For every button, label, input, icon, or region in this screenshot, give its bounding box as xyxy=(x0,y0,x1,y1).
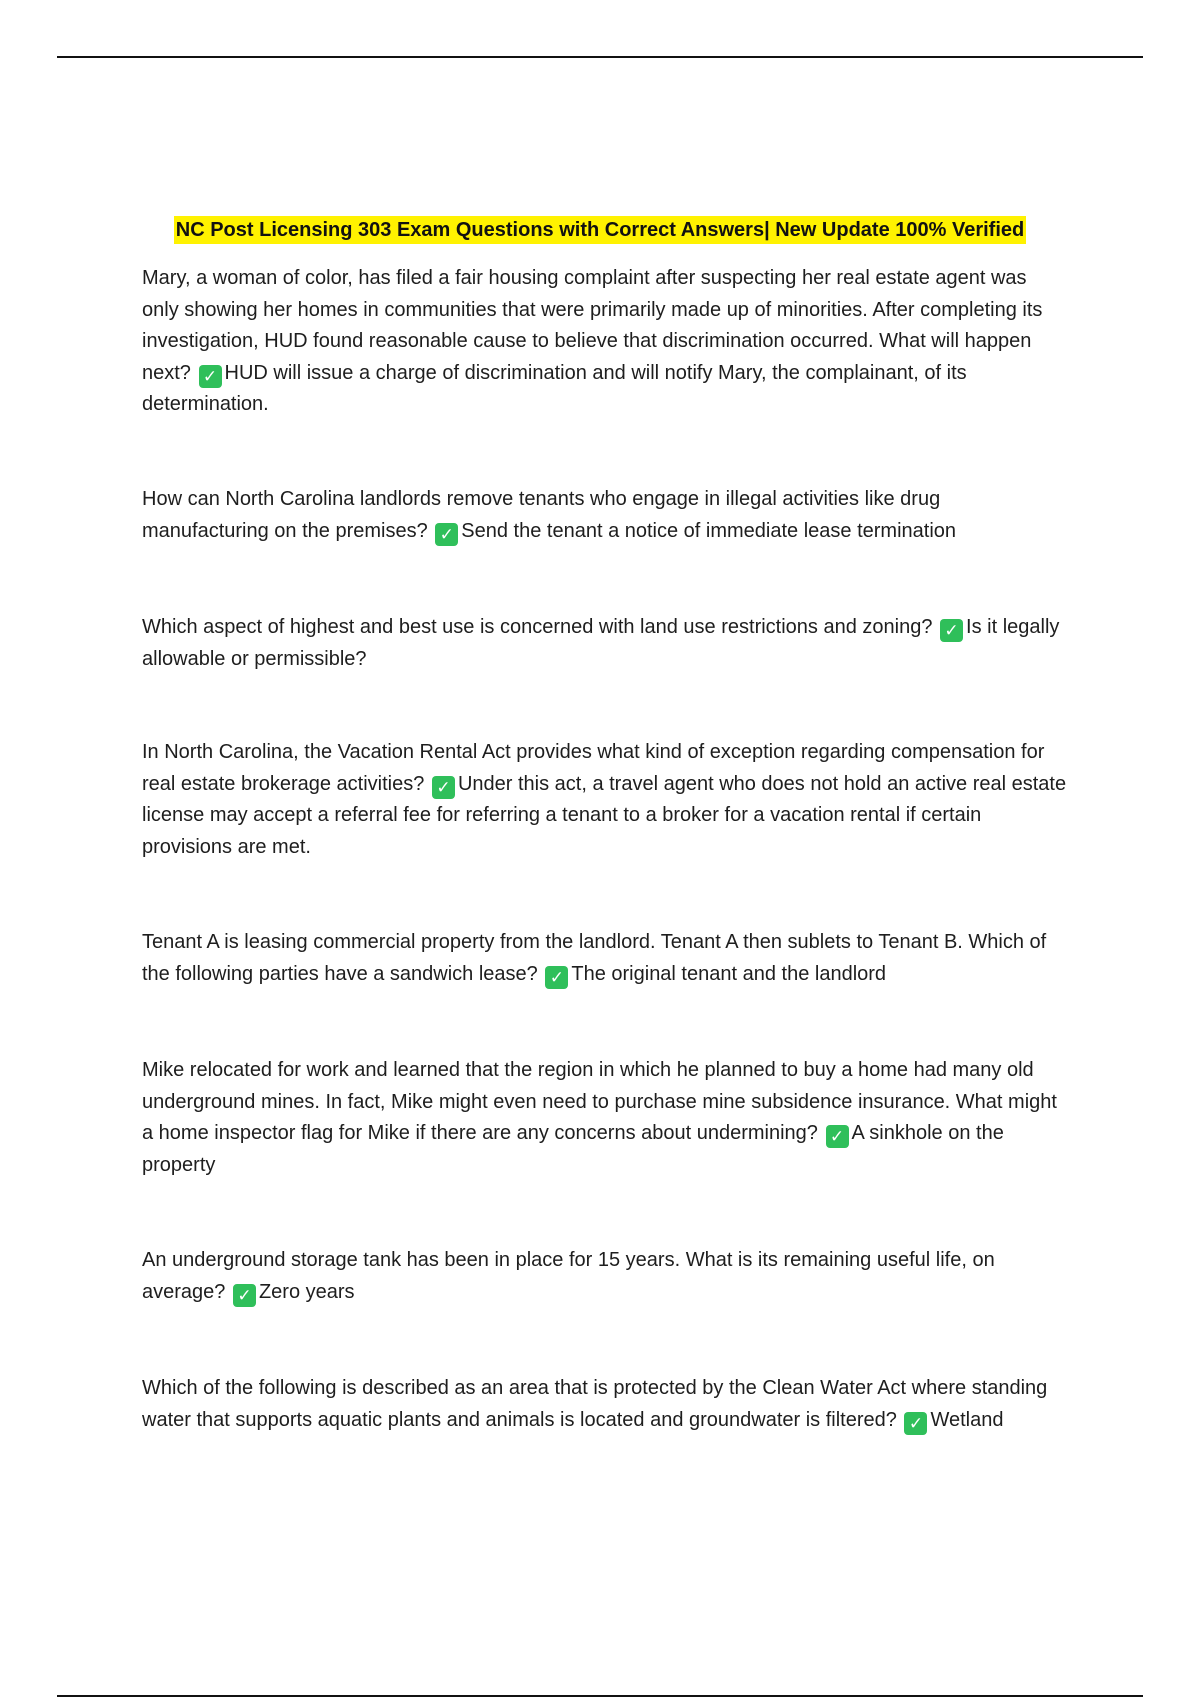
qa-item-4 xyxy=(142,737,1067,863)
answer-text: The original tenant and the landlord xyxy=(571,962,887,985)
qa-item-7 xyxy=(142,1245,1067,1308)
answer-text: HUD will issue a charge of discrimination and will notify Mary, the complainant, of its determination. xyxy=(142,361,967,415)
qa-item-3 xyxy=(142,612,1067,675)
question-text: Which of the following is described as an area that is protected by the Clean Water Act where standing water that supports aquatic plants and animals is located and groundwater is filtered? xyxy=(142,1377,1048,1431)
check-mark-icon: ✓ xyxy=(199,365,222,388)
qa-item-2 xyxy=(142,484,1067,547)
answer-text: Zero years xyxy=(258,1280,355,1303)
answer-text: Is it legally allowable or permissible? xyxy=(142,616,1060,670)
answer-text: Send the tenant a notice of immediate lease termination xyxy=(461,519,957,542)
check-mark-icon: ✓ xyxy=(233,1284,256,1307)
check-mark-icon: ✓ xyxy=(545,966,568,989)
check-mark-icon: ✓ xyxy=(435,523,458,546)
question-text: Which aspect of highest and best use is concerned with land use restrictions and zoning? xyxy=(142,616,933,638)
answer-text: Wetland xyxy=(930,1408,1004,1431)
answer-text: Under this act, a travel agent who does not hold an active real estate license may accept a referral fee for referring a tenant to a broker for a vacation rental if certain provisions are met. xyxy=(142,772,1067,858)
question-text: Mary, a woman of color, has filed a fair housing complaint after suspecting her real estate agent was only showing her homes in communities that were primarily made up of minorities. After completing its investigation, HUD found reasonable cause to believe that discrimination occurred. What will happen next? xyxy=(142,267,1043,384)
answer-text: A sinkhole on the property xyxy=(142,1122,1004,1176)
top-rule xyxy=(57,56,1143,58)
question-text: An underground storage tank has been in place for 15 years. What is its remaining useful life, on average? xyxy=(142,1249,995,1303)
bottom-rule xyxy=(57,1695,1143,1697)
question-text: In North Carolina, the Vacation Rental Act provides what kind of exception regarding compensation for real estate brokerage activities? xyxy=(142,741,1045,795)
title-block xyxy=(0,216,1200,244)
question-text: Tenant A is leasing commercial property from the landlord. Tenant A then sublets to Tenant B. Which of the following parties have a sandwich lease? xyxy=(142,931,1047,985)
check-mark-icon: ✓ xyxy=(904,1412,927,1435)
qa-item-5 xyxy=(142,927,1067,990)
check-mark-icon: ✓ xyxy=(432,776,455,799)
qa-item-6 xyxy=(142,1055,1067,1181)
document-title: NC Post Licensing 303 Exam Questions with Correct Answers| New Update 100% Verified xyxy=(174,216,1026,244)
qa-item-1 xyxy=(142,263,1067,421)
check-mark-icon: ✓ xyxy=(940,619,963,642)
question-text: How can North Carolina landlords remove tenants who engage in illegal activities like drug manufacturing on the premises? xyxy=(142,488,941,542)
check-mark-icon: ✓ xyxy=(826,1125,849,1148)
qa-item-8 xyxy=(142,1373,1067,1436)
question-text: Mike relocated for work and learned that the region in which he planned to buy a home had many old underground mines. In fact, Mike might even need to purchase mine subsidence insurance. What might a home inspector flag for Mike if there are any concerns about undermining? xyxy=(142,1059,1057,1144)
